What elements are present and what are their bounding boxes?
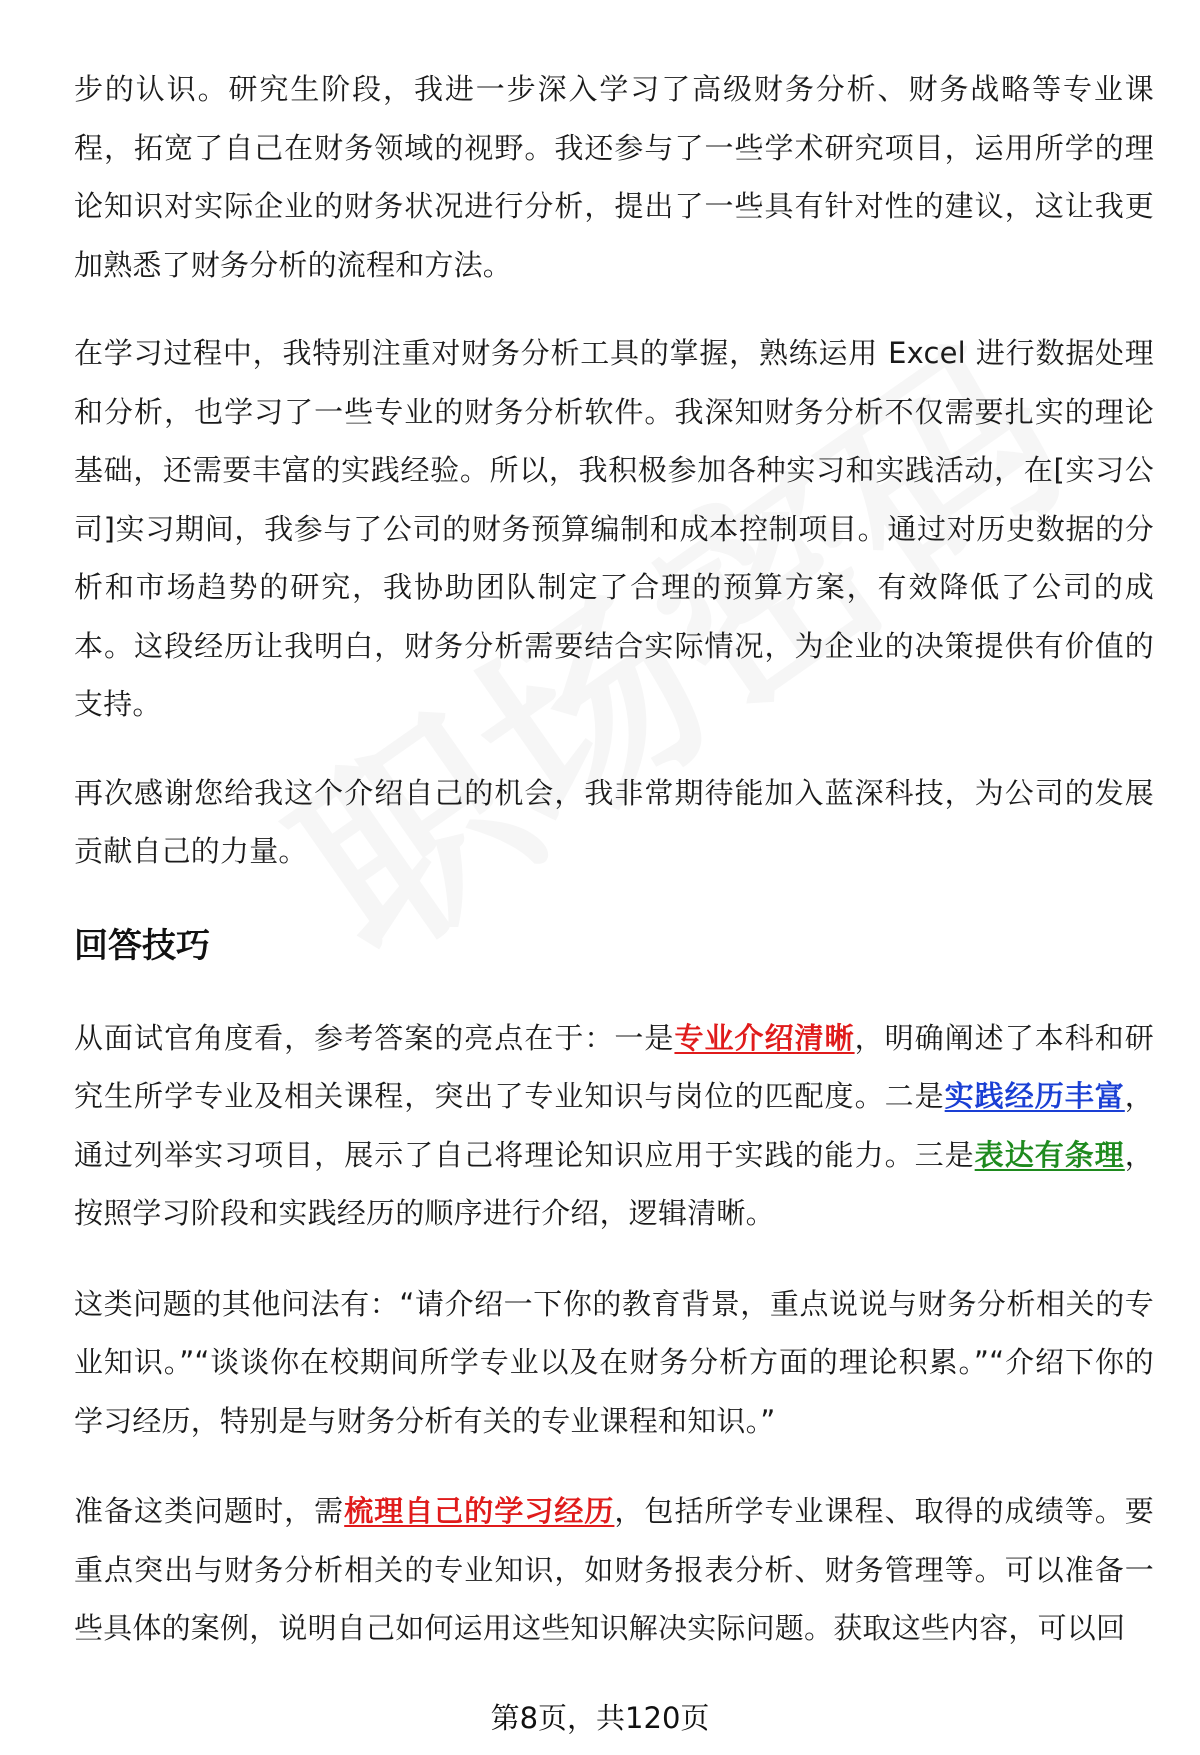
text-run: ，明确阐述了本科和研究生所学专业及相关课程，突出了专业知识与岗位的匹配度。二是: [74, 1020, 1154, 1113]
paragraph-preparation-advice: [74, 1482, 1154, 1658]
text-run: ，通过列举实习项目，展示了自己将理论知识应用于实践的能力。三是: [74, 1079, 1154, 1172]
paragraph-tools-and-internship: 在学习过程中，我特别注重对财务分析工具的掌握，熟练运用 Excel 进行数据处理和分析，也学习了一些专业的财务分析软件。我深知财务分析不仅需要扎实的理论基础，还需要丰富的实践经验。所以，我积极参加各种实习和实践活动，在[实习公司]实习期间，我参与了公司的财务预算编制和成本控制项目。通过对历史数据的分析和市场趋势的研究，我协助团队制定了合理的预算方案，有效降低了公司的成本。这段经历让我明白，财务分析需要结合实际情况，为企业的决策提供有价值的支持。: [74, 336, 1154, 721]
document-body: [74, 60, 1154, 1658]
page-number-footer: 第8页，共120页: [490, 1701, 710, 1735]
highlight-professional-intro: 专业介绍清晰: [674, 1020, 855, 1055]
section-heading: 回答技巧: [74, 925, 210, 966]
paragraph-study-experience: 步的认识。研究生阶段，我进一步深入学习了高级财务分析、财务战略等专业课程，拓宽了自己在财务领域的视野。我还参与了一些学术研究项目，运用所学的理论知识对实际企业的财务状况进行分析，提出了一些具有针对性的建议，这让我更加熟悉了财务分析的流程和方法。: [74, 72, 1154, 282]
text-run: 准备这类问题时，需: [74, 1494, 345, 1528]
paragraph-answer-highlights: [74, 1009, 1154, 1243]
paragraph-alternative-questions: 这类问题的其他问法有：“请介绍一下你的教育背景，重点说说与财务分析相关的专业知识。”“谈谈你在校期间所学专业以及在财务分析方面的理论积累。”“介绍下你的学习经历，特别是与财务分析有关的专业课程和知识。”: [74, 1286, 1154, 1438]
text-run: ，按照学习阶段和实践经历的顺序进行介绍，逻辑清晰。: [74, 1137, 1154, 1230]
text-run: ，包括所学专业课程、取得的成绩等。要重点突出与财务分析相关的专业知识，如财务报表分析、财务管理等。可以准备一些具体的案例，说明自己如何运用这些知识解决实际问题。获取这些内容，可以回: [74, 1494, 1154, 1645]
highlight-practice-experience: 实践经历丰富: [944, 1079, 1125, 1113]
highlight-organized-expression: 表达有条理: [974, 1137, 1125, 1172]
text-run: 从面试官角度看，参考答案的亮点在于：一是: [74, 1020, 675, 1055]
highlight-study-history: 梳理自己的学习经历: [344, 1494, 615, 1528]
paragraph-closing-thanks: 再次感谢您给我这个介绍自己的机会，我非常期待能加入蓝深科技，为公司的发展贡献自己的力量。: [74, 775, 1154, 868]
